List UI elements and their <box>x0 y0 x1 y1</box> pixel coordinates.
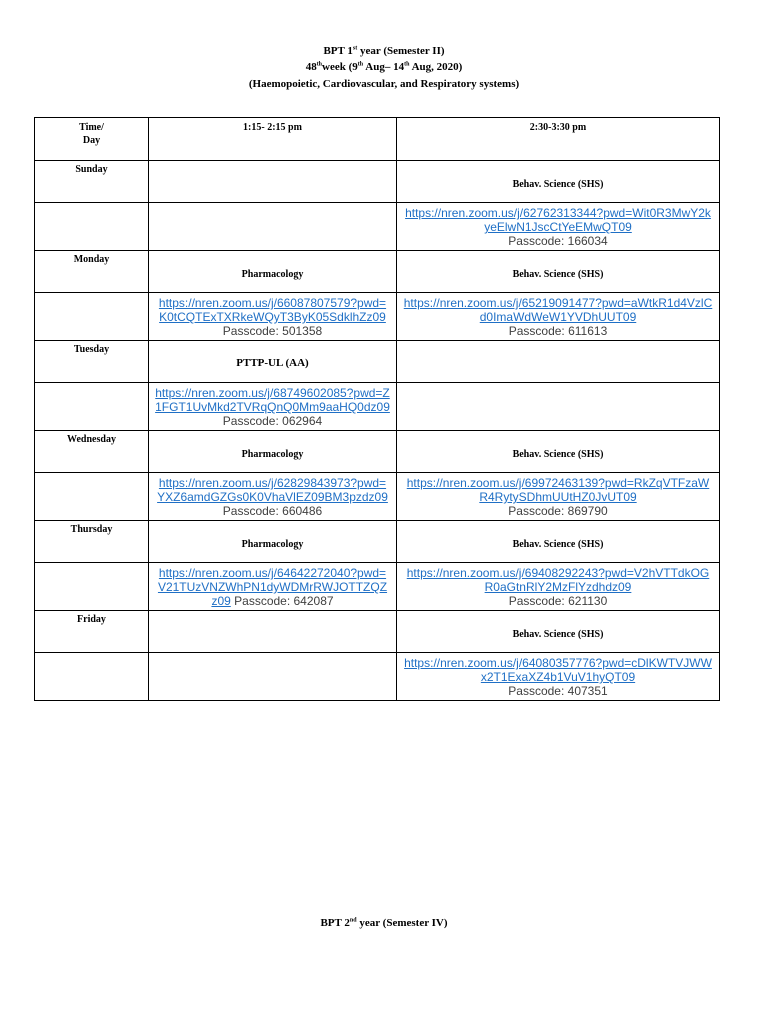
subject-cell: Pharmacology <box>149 251 397 293</box>
passcode-text: Passcode: 621130 <box>508 594 608 608</box>
heading-line-1: BPT 1st year (Semester II) <box>323 45 445 57</box>
day-wednesday: Wednesday <box>35 431 149 473</box>
table-row-links <box>35 293 720 341</box>
zoom-link[interactable]: https://nren.zoom.us/j/62762313344?pwd=Wit0R3MwY2kyeElwN1JscCtYeEMwQT09 <box>405 206 711 234</box>
header-slot-2: 2:30-3:30 pm <box>397 118 720 161</box>
empty-cell <box>35 563 149 611</box>
table-header-row <box>35 118 720 161</box>
link-cell <box>397 203 720 251</box>
table-row-links <box>35 563 720 611</box>
empty-cell <box>35 203 149 251</box>
table-row-day <box>35 611 720 653</box>
heading-line-2: 48thweek (9th Aug– 14th Aug, 2020) <box>305 61 463 73</box>
day-friday: Friday <box>35 611 149 653</box>
link-cell <box>397 563 720 611</box>
passcode-text: Passcode: 501358 <box>222 324 323 338</box>
next-section-heading: BPT 2nd year (Semester IV) <box>320 917 448 929</box>
table-row-links <box>35 473 720 521</box>
link-cell <box>149 203 397 251</box>
zoom-link[interactable]: https://nren.zoom.us/j/68749602085?pwd=Z1FGT1UvMkd2TVRqQnQ0Mm9aaHQ0dz09 <box>155 386 390 414</box>
heading-line-3: (Haemopoietic, Cardiovascular, and Respiratory systems) <box>248 78 520 90</box>
table-row-links <box>35 383 720 431</box>
table-row-day <box>35 161 720 203</box>
table-row-links <box>35 653 720 701</box>
passcode-text: Passcode: 166034 <box>508 234 608 248</box>
passcode-text: Passcode: 407351 <box>508 684 608 698</box>
table-row-day <box>35 431 720 473</box>
zoom-link[interactable]: https://nren.zoom.us/j/69972463139?pwd=RkZqVTFzaWR4RytySDhmUUtHZ0JvUT09 <box>406 476 710 504</box>
subject-cell: Behav. Science (SHS) <box>397 431 720 473</box>
zoom-link[interactable]: https://nren.zoom.us/j/64642272040?pwd=V21TUzVNZWhPN1dyWDMrRWJOTTZQZz09 <box>157 566 388 608</box>
day-thursday: Thursday <box>35 521 149 563</box>
zoom-link[interactable]: https://nren.zoom.us/j/65219091477?pwd=aWtkR1d4VzlCd0ImaWdWeW1YVDhUUT09 <box>403 296 713 324</box>
day-tuesday: Tuesday <box>35 341 149 383</box>
table-row-day <box>35 521 720 563</box>
subject-cell <box>149 611 397 653</box>
link-cell <box>397 293 720 341</box>
table-row-day <box>35 341 720 383</box>
link-cell <box>149 293 397 341</box>
passcode-text: Passcode: 660486 <box>222 504 323 518</box>
link-cell <box>397 383 720 431</box>
header-time-day: Time/ Day <box>35 118 149 161</box>
table-row-links <box>35 203 720 251</box>
subject-cell: Behav. Science (SHS) <box>397 521 720 563</box>
subject-cell <box>397 341 720 383</box>
zoom-link[interactable]: https://nren.zoom.us/j/62829843973?pwd=YXZ6amdGZGs0K0VhaVlEZ09BM3pzdz09 <box>157 476 388 504</box>
subject-cell: Behav. Science (SHS) <box>397 251 720 293</box>
empty-cell <box>35 653 149 701</box>
empty-cell <box>35 293 149 341</box>
passcode-text: Passcode: 611613 <box>508 324 608 338</box>
zoom-link[interactable]: https://nren.zoom.us/j/66087807579?pwd=K0tCQTExTXRkeWQyT3ByK05SdklhZz09 <box>158 296 387 324</box>
subject-cell: Behav. Science (SHS) <box>397 161 720 203</box>
schedule-table <box>34 117 720 701</box>
empty-cell <box>35 383 149 431</box>
passcode-text: Passcode: 642087 <box>234 594 334 608</box>
subject-cell: Behav. Science (SHS) <box>397 611 720 653</box>
passcode-text: Passcode: 062964 <box>222 414 323 428</box>
link-cell <box>149 383 397 431</box>
subject-cell: Pharmacology <box>149 431 397 473</box>
day-monday: Monday <box>35 251 149 293</box>
subject-cell: PTTP-UL (AA) <box>149 341 397 383</box>
zoom-link[interactable]: https://nren.zoom.us/j/64080357776?pwd=cDlKWTVJWWx2T1ExaXZ4b1VuV1hyQT09 <box>404 656 712 684</box>
empty-cell <box>35 473 149 521</box>
link-cell <box>149 653 397 701</box>
subject-cell <box>149 161 397 203</box>
subject-cell: Pharmacology <box>149 521 397 563</box>
link-cell <box>397 653 720 701</box>
day-sunday: Sunday <box>35 161 149 203</box>
link-cell <box>397 473 720 521</box>
table-row-day <box>35 251 720 293</box>
passcode-text: Passcode: 869790 <box>508 504 608 518</box>
link-cell <box>149 473 397 521</box>
link-cell <box>149 563 397 611</box>
header-slot-1: 1:15- 2:15 pm <box>149 118 397 161</box>
zoom-link[interactable]: https://nren.zoom.us/j/69408292243?pwd=V2hVTTdkOGR0aGtnRlY2MzFlYzdhdz09 <box>406 566 710 594</box>
